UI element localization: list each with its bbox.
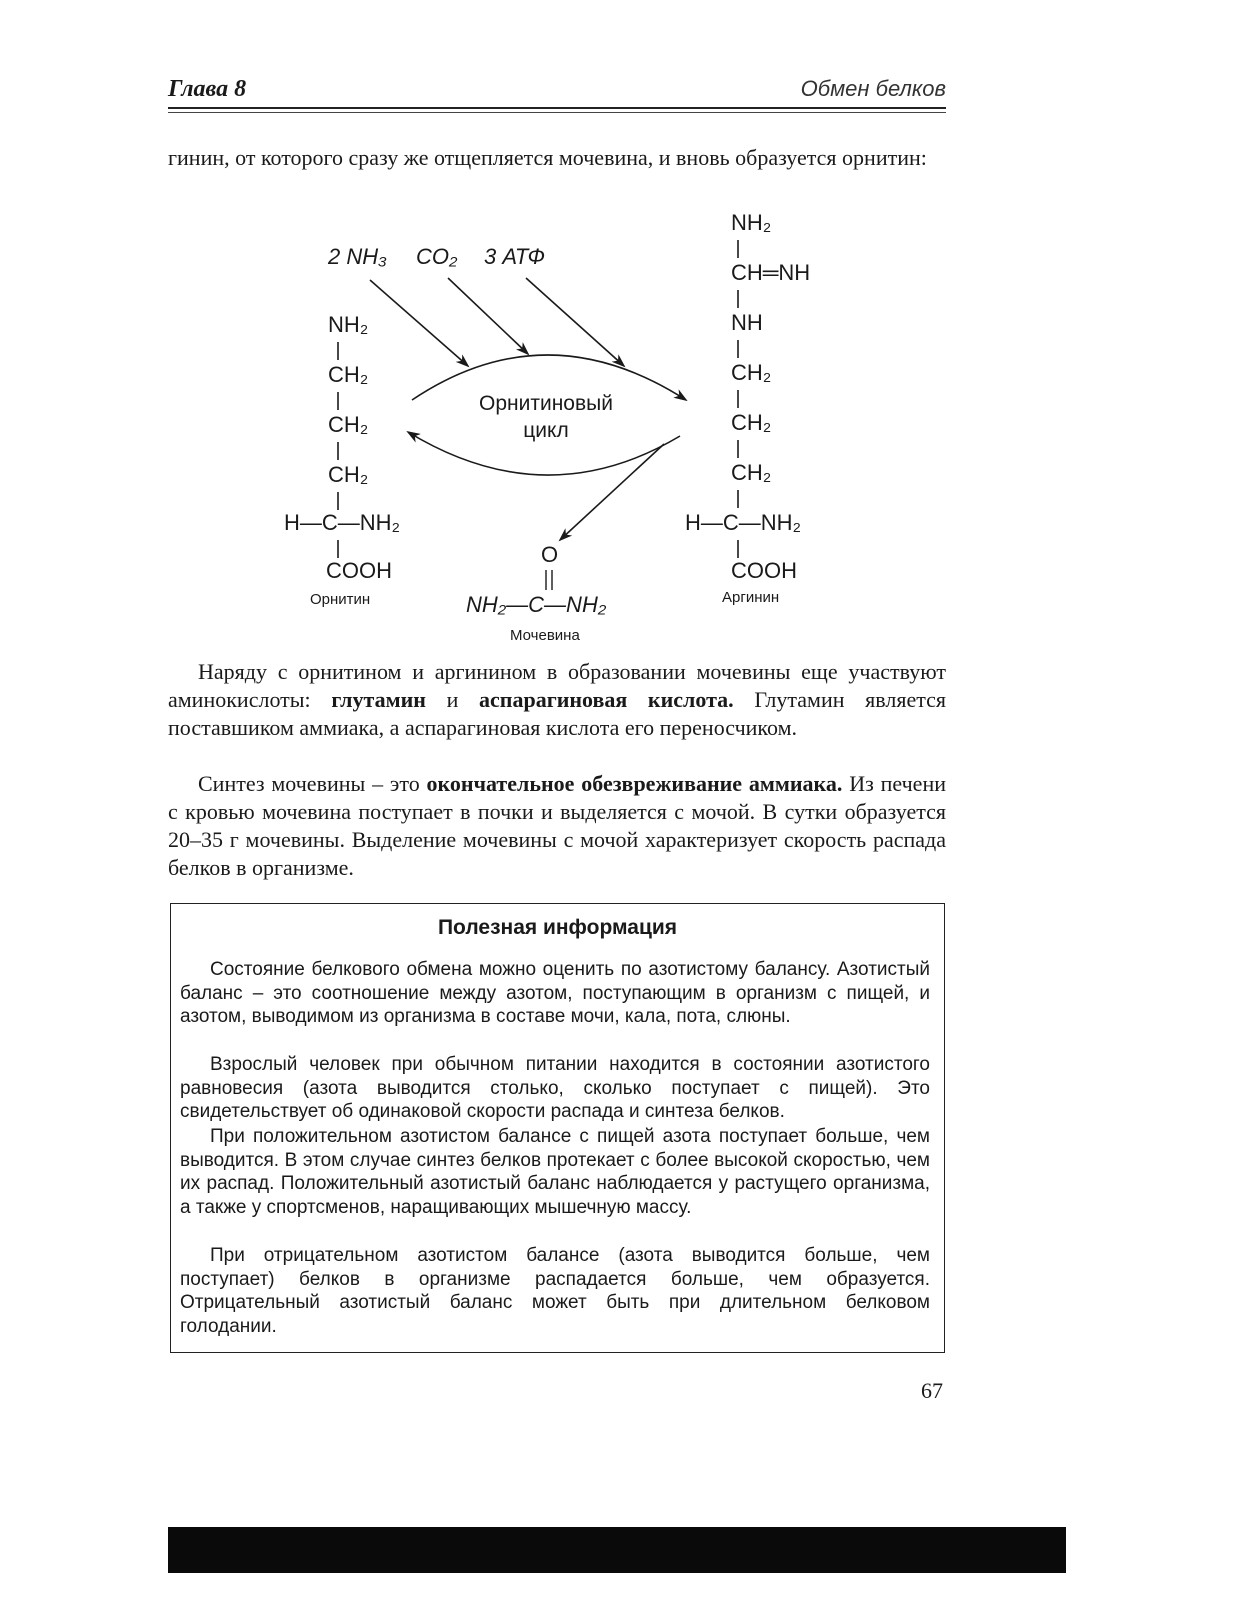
arg-ch2-c: CH₂ (731, 460, 772, 485)
info-paragraph-1 (180, 958, 930, 1029)
p2-text-1: Синтез мочевины – это (198, 771, 427, 796)
urea-o: O (541, 542, 559, 567)
info-paragraph-4 (180, 1244, 930, 1338)
paragraph-1 (168, 658, 946, 742)
p1-text-1: Наряду с орнитином и аргинином в образовании мочевины еще участвуют аминокислоты: (168, 659, 946, 712)
urea-label: Мочевина (510, 627, 580, 644)
orn-c-row: H—C—NH₂ (284, 510, 401, 535)
chapter-title: Глава 8 (168, 76, 247, 102)
cycle-label-line2: цикл (523, 419, 569, 442)
orn-nh2: NH₂ (328, 312, 369, 337)
arrow-atp (526, 278, 624, 366)
arrow-nh3 (370, 280, 468, 366)
reagent-nh3: 2 NH₃ (328, 244, 387, 269)
p1-text-3: Глутамин является поставшиком аммиака, а аспарагиновая кислота его переносчиком. (168, 687, 946, 740)
arrow-urea (560, 444, 664, 540)
info-p3-text: При положительном азотистом балансе с пищей азота поступает больше, чем выводится. В этом случае синтез белков протекает с более высокой скоростью, чем их распад. Положительный азотистый баланс наблюдается у растущего организма, а также у спортсменов, наращивающих мышечную массу. (180, 1126, 930, 1218)
ornithine-structure (284, 312, 400, 608)
p1-bold-aspartic: аспарагиновая кислота. (479, 687, 734, 712)
arg-c-row: H—C—NH₂ (685, 510, 802, 535)
arginine-structure (685, 210, 810, 606)
info-box-title: Полезная информация (437, 916, 678, 939)
ornithine-cycle-diagram (0, 0, 1237, 660)
intro-paragraph: гинин, от которого сразу же отщепляется мочевина, и вновь образуется орнитин: (168, 145, 927, 170)
cycle-label-line1: Орнитиновый (479, 392, 613, 415)
scan-edge-bar (168, 1527, 1066, 1573)
arg-nh: NH (731, 310, 763, 335)
urea-structure (466, 542, 607, 644)
orn-ch2-b: CH₂ (328, 412, 369, 437)
p2-bold-detox: окончательное обезвреживание аммиака. (426, 771, 843, 796)
info-p1-text: Состояние белкового обмена можно оценить по азотистому балансу. Азотистый баланс – это соотношение между азотом, поступающим в организм с пищей, и азотом, выводимом из организма в составе мочи, кала, пота, слюны. (180, 959, 930, 1027)
arg-ch2-b: CH₂ (731, 410, 772, 435)
orn-cooh: COOH (326, 558, 392, 583)
reagent-co2: CO₂ (416, 244, 458, 269)
page-number: 67 (921, 1378, 943, 1403)
paragraph-2 (168, 770, 946, 882)
info-p4-text: При отрицательном азотистом балансе (азота выводится больше, чем поступает) белков в организме распадается больше, чем образуется. Отрицательный азотистый баланс может быть при длительном белковом голодании. (180, 1245, 930, 1337)
p1-bold-glutamine: глутамин (331, 687, 426, 712)
arg-cooh: COOH (731, 558, 797, 583)
orn-ch2-a: CH₂ (328, 362, 369, 387)
arg-ch2-a: CH₂ (731, 360, 772, 385)
orn-ch2-c: CH₂ (328, 462, 369, 487)
info-p2-text: Взрослый человек при обычном питании находится в состоянии азотистого равновесия (азота выводится столько, сколько поступает с пищей). Это свидетельствует об одинаковой скорости распада и синтеза белков. (180, 1054, 930, 1122)
p1-text-2: и (425, 687, 480, 712)
ornithine-label: Орнитин (310, 591, 371, 608)
arrow-co2 (448, 278, 528, 354)
info-paragraph-3 (180, 1125, 930, 1219)
chapter-topic: Обмен белков (800, 76, 946, 101)
p2-text-2: Из печени с кровью мочевина поступает в почки и выделяется с мочой. В сутки образуется 20–35 г мочевины. Выделение мочевины с мочой характеризует скорость распада белков в организме. (168, 771, 946, 880)
info-paragraph-2 (180, 1053, 930, 1124)
urea-formula: NH₂—C—NH₂ (466, 592, 607, 617)
arginine-label: Аргинин (722, 589, 780, 606)
arg-ch-nh: CH═NH (731, 260, 811, 285)
arg-nh2: NH₂ (731, 210, 772, 235)
reagent-atp: 3 АТФ (484, 244, 546, 269)
